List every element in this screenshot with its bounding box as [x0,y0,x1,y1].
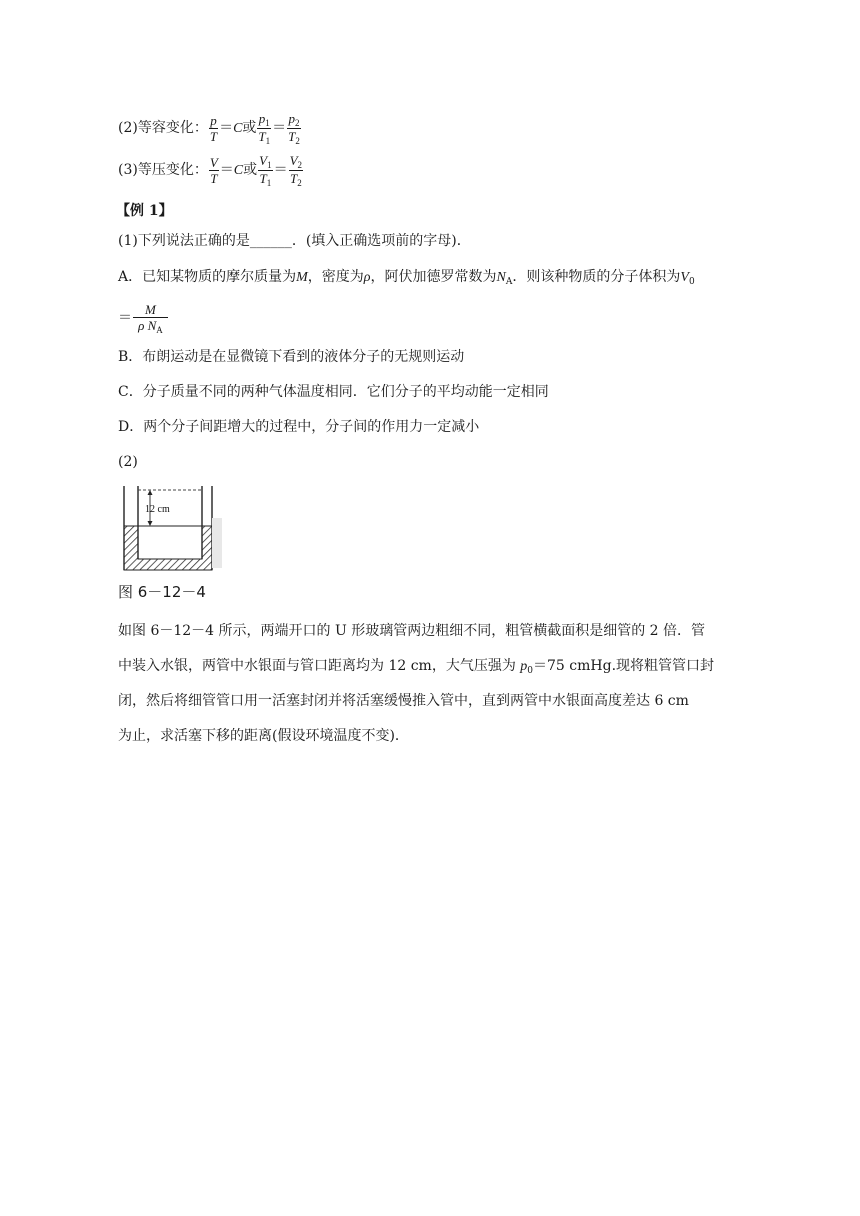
p2-over-t2-fraction: $\frac{p_2}{T_2}$ [288,110,300,146]
option-d: D．两个分子间距增大的过程中，分子间的作用力一定减小 [118,419,480,435]
question-stem: (1)下列说法正确的是______．(填入正确选项前的字母)． [118,233,471,249]
v1-over-t1-fraction: $\frac{V_1}{T_1}$ [259,152,272,188]
m-over-rho-n-fraction: $\frac{M}{\rho N_A}$ [133,302,168,335]
option-c: C．分子质量不同的两种气体温度相同．它们分子的平均动能一定相同 [118,384,549,400]
u-tube-diagram [118,478,228,578]
part2-label: (2) [118,454,138,470]
isochoric-label: (2)等容变化： [118,120,208,136]
isobaric-formula: (3)等压变化： $\frac{V}{T}$ ＝C或 $\frac{V_1}{T_1}$ ＝ $\frac{V_2}{T_2}$ [118,152,303,188]
problem-line-3: 闭，然后将细管管口用一活塞封闭并将活塞缓慢推入管中，直到两管中水银面高度差达 6 cm [118,693,689,709]
problem-line-1: 如图 6－12－4 所示，两端开口的 U 形玻璃管两边粗细不同，粗管横截面积是细管的 2 倍．管 [118,623,706,639]
problem-line-2: 中装入水银，两管中水银面与管口距离均为 12 cm，大气压强为 $p_0=75$ cmHg.现将粗管管口封 [118,658,715,676]
p1-over-t1-fraction: $\frac{p_1}{T_1}$ [258,110,271,146]
isochoric-formula: (2)等容变化： $\frac{p}{T}$ ＝C或 $\frac{p_1}{T_1}$ ＝ $\frac{p_2}{T_2}$ [118,110,300,146]
option-a-formula: ＝ $\frac{M}{\rho N_A}$ [118,298,169,338]
example-heading: 【例 1】 [116,203,173,219]
dimension-label: 12 cm [145,504,170,515]
option-b: B．布朗运动是在显微镜下看到的液体分子的无规则运动 [118,349,465,365]
constant-c: C [233,121,243,136]
p-over-t-fraction: $\frac{p}{T}$ [209,112,218,144]
option-a: A．已知某物质的摩尔质量为M，密度为ρ，阿伏加德罗常数为$N_A$．则该种物质的分子体积为$V_0$ [118,269,695,287]
v-over-t-fraction: $\frac{V}{T}$ [209,154,218,186]
figure-caption: 图 6－12－4 [118,583,206,601]
v2-over-t2-fraction: $\frac{V_2}{T_2}$ [289,152,303,188]
problem-line-4: 为止，求活塞下移的距离(假设环境温度不变)． [118,728,409,744]
constant-c: C [233,163,244,178]
u-tube-figure [118,478,228,578]
isobaric-label: (3)等压变化： [118,162,208,178]
